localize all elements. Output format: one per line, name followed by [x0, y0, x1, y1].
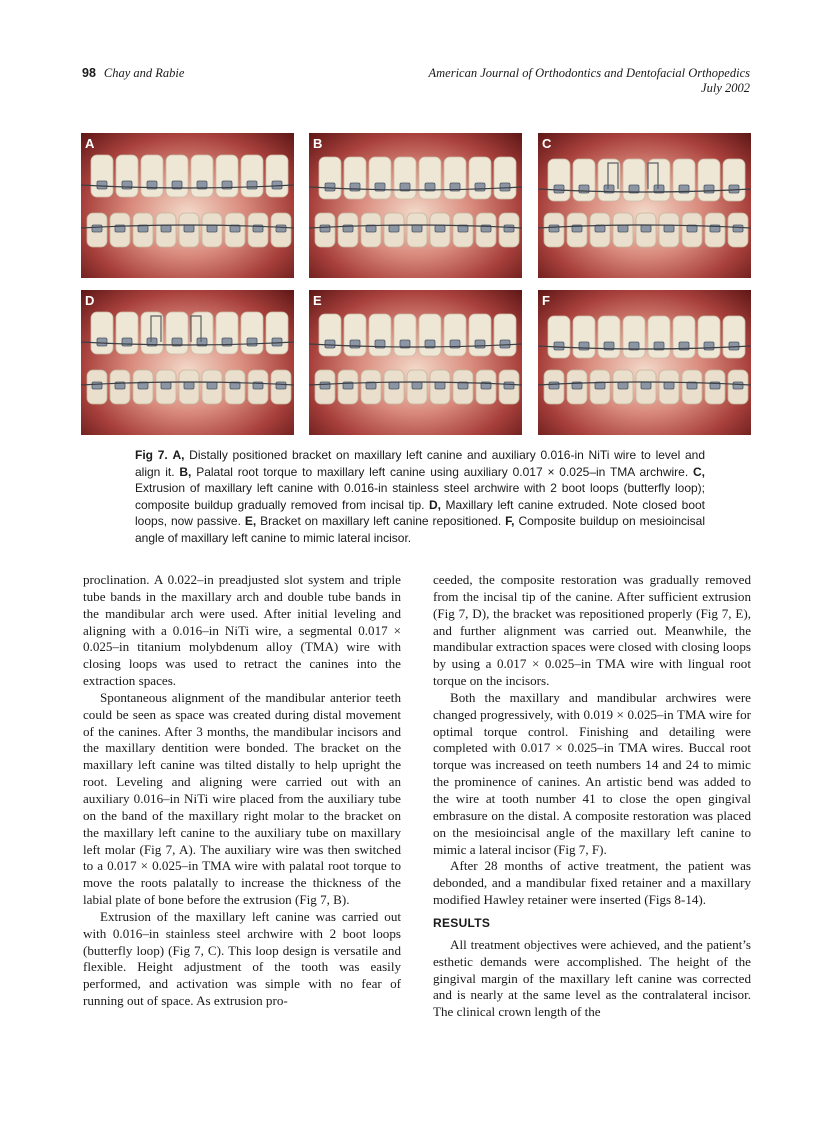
caption-label-b: B,: [179, 464, 192, 479]
caption-text-e: Bracket on maxillary left canine repositioned.: [256, 514, 506, 529]
running-header-right: [429, 66, 751, 96]
panel-label-e: E: [313, 293, 322, 308]
caption-text-a: Distally positioned bracket on maxillary left canine and auxiliary 0.016-in NiTi wire to level and align it.: [135, 448, 705, 479]
caption-fig-label: Fig 7.: [135, 448, 168, 462]
running-header-left: [82, 66, 184, 81]
photo-panel-a: [81, 133, 294, 278]
figure-7-photos: [81, 133, 751, 435]
panel-label-f: F: [542, 293, 550, 308]
photo-panel-c: [538, 133, 751, 278]
photo-panel-e: [309, 290, 522, 435]
paragraph: Extrusion of the maxillary left canine was carried out with 0.016–in stainless steel archwire with 2 boot loops (butterfly loop) (Fig 7, C). This loop design is versatile and flexible. Height adjustment of the tooth was easily performed, and activation was simple with no fear of running out of space. As extrusion pro-: [83, 908, 401, 1009]
caption-label-d: D,: [429, 497, 441, 512]
caption-label-f: F,: [505, 514, 515, 529]
journal-title: American Journal of Orthodontics and Dentofacial Orthopedics: [428, 66, 750, 80]
panel-label-c: C: [542, 136, 552, 151]
caption-label-e: E,: [244, 514, 257, 529]
paragraph: ceeded, the composite restoration was gradually removed from the incisal tip of the canine. After sufficient extrusion (Fig 7, D), the bracket was repositioned properly (Fig 7, E), and further alignment was carried out. Meanwhile, the mandibular extraction spaces were closed with closing loops by using a 0.017 × 0.025–in TMA wire with lingual root torque on the incisors.: [433, 572, 751, 689]
running-authors: Chay and Rabie: [103, 66, 185, 80]
paragraph: After 28 months of active treatment, the patient was debonded, and a mandibular fixed retainer and a maxillary modified Hawley retainer were inserted (Figs 8-14).: [433, 858, 751, 908]
panel-label-d: D: [85, 293, 95, 308]
panel-label-a: A: [85, 136, 95, 151]
page-number: 98: [82, 66, 96, 80]
issue-date: July 2002: [701, 81, 750, 95]
photo-panel-d: [81, 290, 294, 435]
paragraph: proclination. A 0.022–in preadjusted slot system and triple tube bands in the maxillary arch and double tube bands in the mandibular arch were used. After initial leveling and aligning with a 0.016–in NiTi wire, a segmental 0.017 × 0.025–in titanium molybdenum alloy (TMA) wire with closing loops was used to retract the canines into the extraction spaces.: [83, 572, 401, 689]
body-column-right: [433, 572, 751, 1021]
intraoral-photo: [309, 133, 522, 278]
intraoral-photo: [538, 290, 751, 435]
body-column-left: [83, 572, 401, 1010]
panel-label-b: B: [313, 136, 323, 151]
caption-label-c: C,: [693, 464, 705, 479]
intraoral-photo: [81, 290, 294, 435]
caption-text-d: Maxillary left canine extruded. Note closed boot loops, now passive.: [135, 497, 705, 529]
photo-panel-b: [309, 133, 522, 278]
intraoral-photo: [81, 133, 294, 278]
caption-label-a: A,: [172, 448, 185, 462]
caption-text-f: Composite buildup on mesioincisal angle of maxillary left canine to mimic lateral incisor.: [135, 514, 705, 545]
paragraph: Both the maxillary and mandibular archwires were changed progressively, with 0.019 × 0.025–in TMA wire for optimal torque control. Finishing and detailing were completed with 0.017 × 0.025–in TMA wires. Buccal root torque was increased on teeth numbers 14 and 24 to mimic the prominence of canines. An artistic bend was added to the wire at tooth number 41 to close the open gingival embrasure on the distal. A composite restoration was placed on the mesioincisal angle of the maxillary left canine to mimic a lateral incisor (Fig 7, F).: [433, 689, 751, 857]
paragraph: Spontaneous alignment of the mandibular anterior teeth could be seen as space was created during distal movement of the canines. After 3 months, the mandibular incisors and the maxillary dentition were bonded. The bracket on the maxillary left canine was tilted distally to help upright the root. Leveling and aligning were carried out with an auxiliary 0.016–in NiTi wire placed from the auxiliary tube on the band of the maxillary right molar to the bracket on the maxillary left canine to the auxiliary tube on maxillary left molar (Fig 7, A). The auxiliary wire was then switched to a 0.017 × 0.025–in TMA wire with palatal root torque to move the roots palatally to increase the thickness of the labial plate of bone before the extrusion (Fig 7, B).: [83, 689, 401, 908]
caption-text-c: Extrusion of maxillary left canine with 0.016-in stainless steel archwire with 2 boot loops (butterfly loop); composite buildup gradually removed from incisal tip.: [135, 481, 705, 512]
paragraph: All treatment objectives were achieved, and the patient’s esthetic demands were accomplished. The height of the gingival margin of the maxillary left canine was corrected and is nearly at the same level as the contralateral incisor. The clinical crown length of the: [433, 936, 751, 1020]
intraoral-photo: [538, 133, 751, 278]
intraoral-photo: [309, 290, 522, 435]
section-heading-results: RESULTS: [433, 915, 491, 930]
caption-text-b: Palatal root torque to maxillary left canine using auxiliary 0.017 × 0.025–in TMA archwire.: [191, 464, 693, 479]
figure-caption: [135, 447, 705, 547]
photo-panel-f: [538, 290, 751, 435]
